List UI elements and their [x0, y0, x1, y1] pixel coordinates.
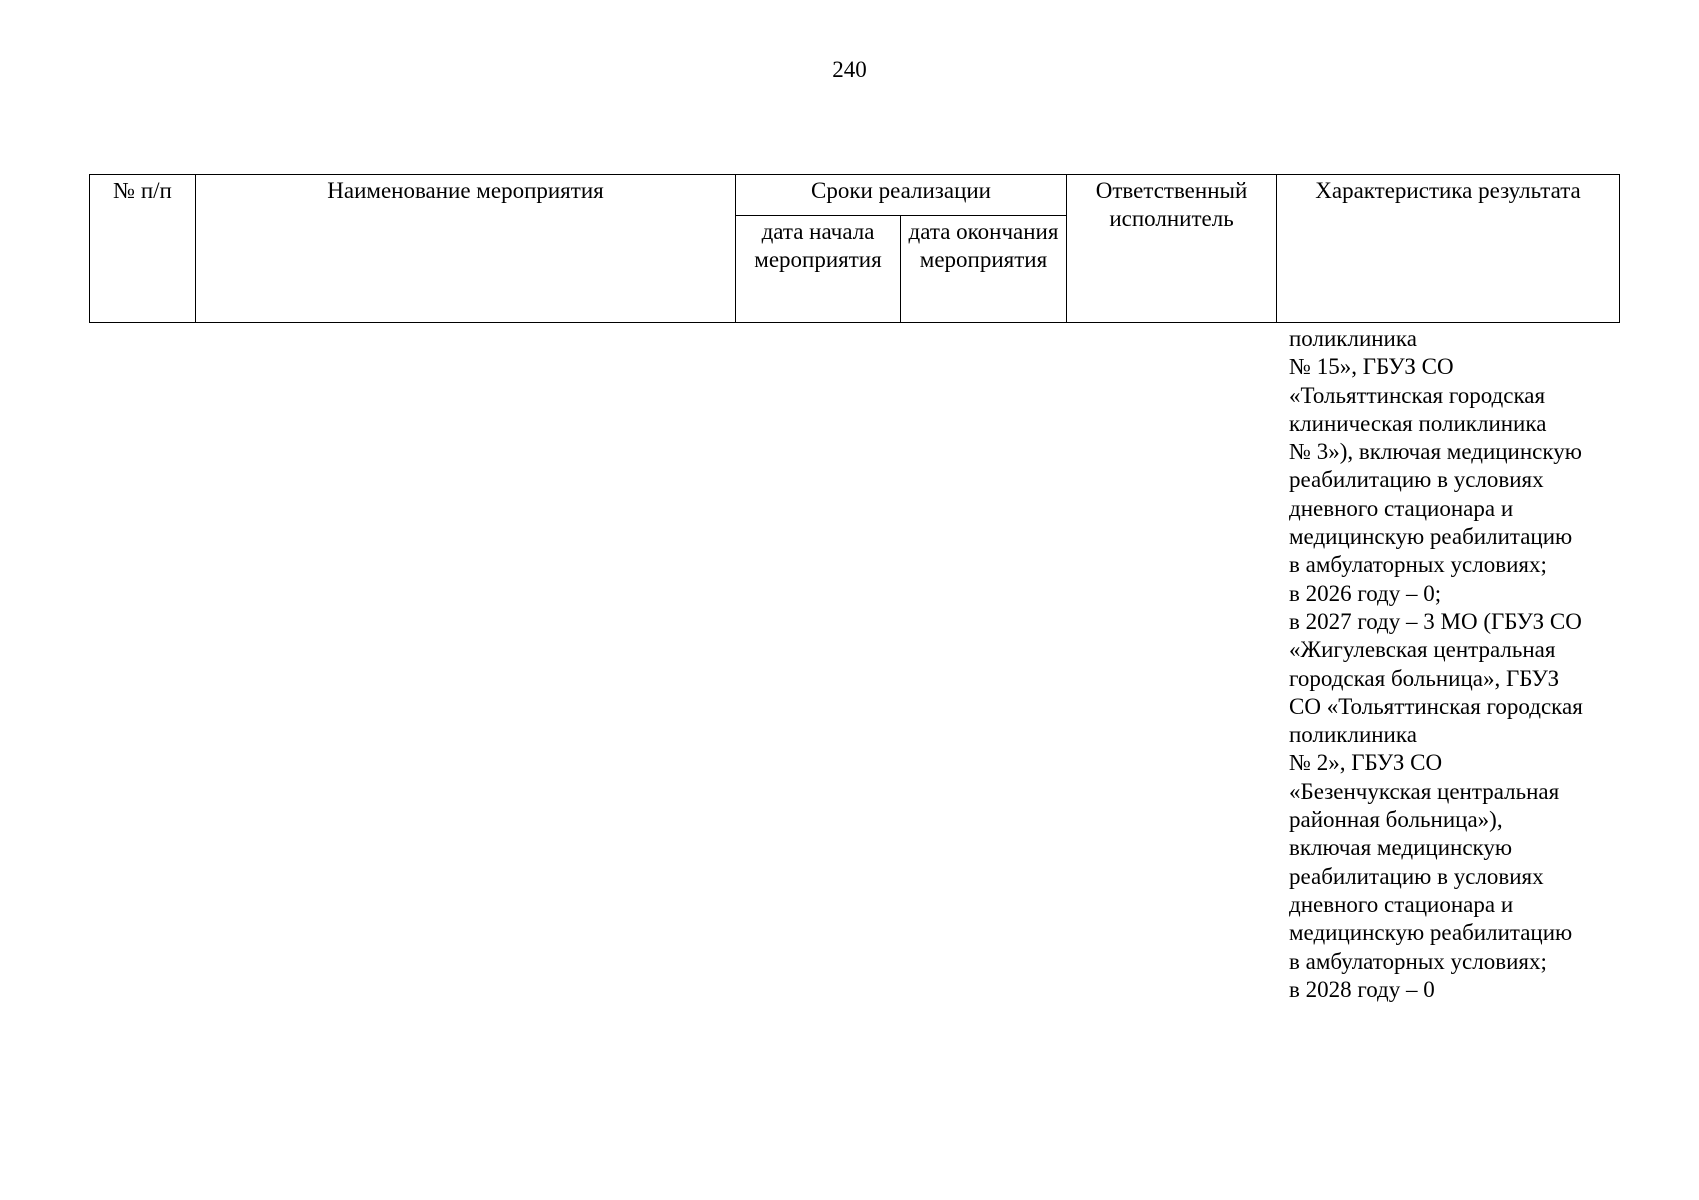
result-line: поликлиника [1289, 326, 1417, 351]
header-start: дата начала мероприятия [736, 216, 901, 323]
result-line: реабилитацию в условиях [1289, 863, 1544, 889]
result-line: медицинскую реабилитацию [1289, 920, 1573, 946]
result-line: «Безенчукская центральная [1289, 778, 1560, 804]
page-number: 240 [832, 57, 867, 82]
result-line: городская больница», ГБУЗ [1289, 665, 1560, 691]
header-end: дата окончания мероприятия [901, 216, 1067, 323]
result-line: в амбулаторных условиях; [1289, 948, 1547, 974]
header-table [89, 174, 1620, 323]
result-line: в 2028 году – 0 [1289, 976, 1435, 1002]
result-line: в амбулаторных условиях; [1289, 552, 1547, 578]
result-line: «Жигулевская центральная [1289, 637, 1556, 663]
header-row-top [90, 175, 1620, 216]
header-name: Наименование мероприятия [196, 175, 736, 323]
result-line: дневного стационара и [1289, 495, 1514, 521]
result-line: дневного стационара и [1289, 891, 1514, 917]
result-line: районная больница»), [1289, 807, 1503, 833]
header-result: Характеристика результата [1277, 175, 1620, 323]
header-num: № п/п [90, 175, 196, 323]
result-line: медицинскую реабилитацию [1289, 524, 1573, 550]
result-line: № 15», ГБУЗ СО [1289, 354, 1454, 380]
header-period: Сроки реализации [736, 175, 1067, 216]
header-responsible: Ответственный исполнитель [1067, 175, 1277, 323]
result-line: поликлиника [1289, 722, 1417, 748]
result-line: в 2026 году – 0; [1289, 580, 1442, 606]
result-line: реабилитацию в условиях [1289, 467, 1544, 493]
result-line: включая медицинскую [1289, 835, 1513, 861]
result-line: № 3»), включая медицинскую [1289, 439, 1582, 465]
result-line: клиническая поликлиника [1289, 410, 1547, 436]
result-line: в 2027 году – 3 МО (ГБУЗ СО [1289, 608, 1582, 634]
result-line: «Тольяттинская городская [1289, 382, 1546, 408]
result-line: СО «Тольяттинская городская [1289, 693, 1583, 719]
result-line: № 2», ГБУЗ СО [1289, 750, 1443, 776]
result-text [1289, 325, 1619, 1004]
